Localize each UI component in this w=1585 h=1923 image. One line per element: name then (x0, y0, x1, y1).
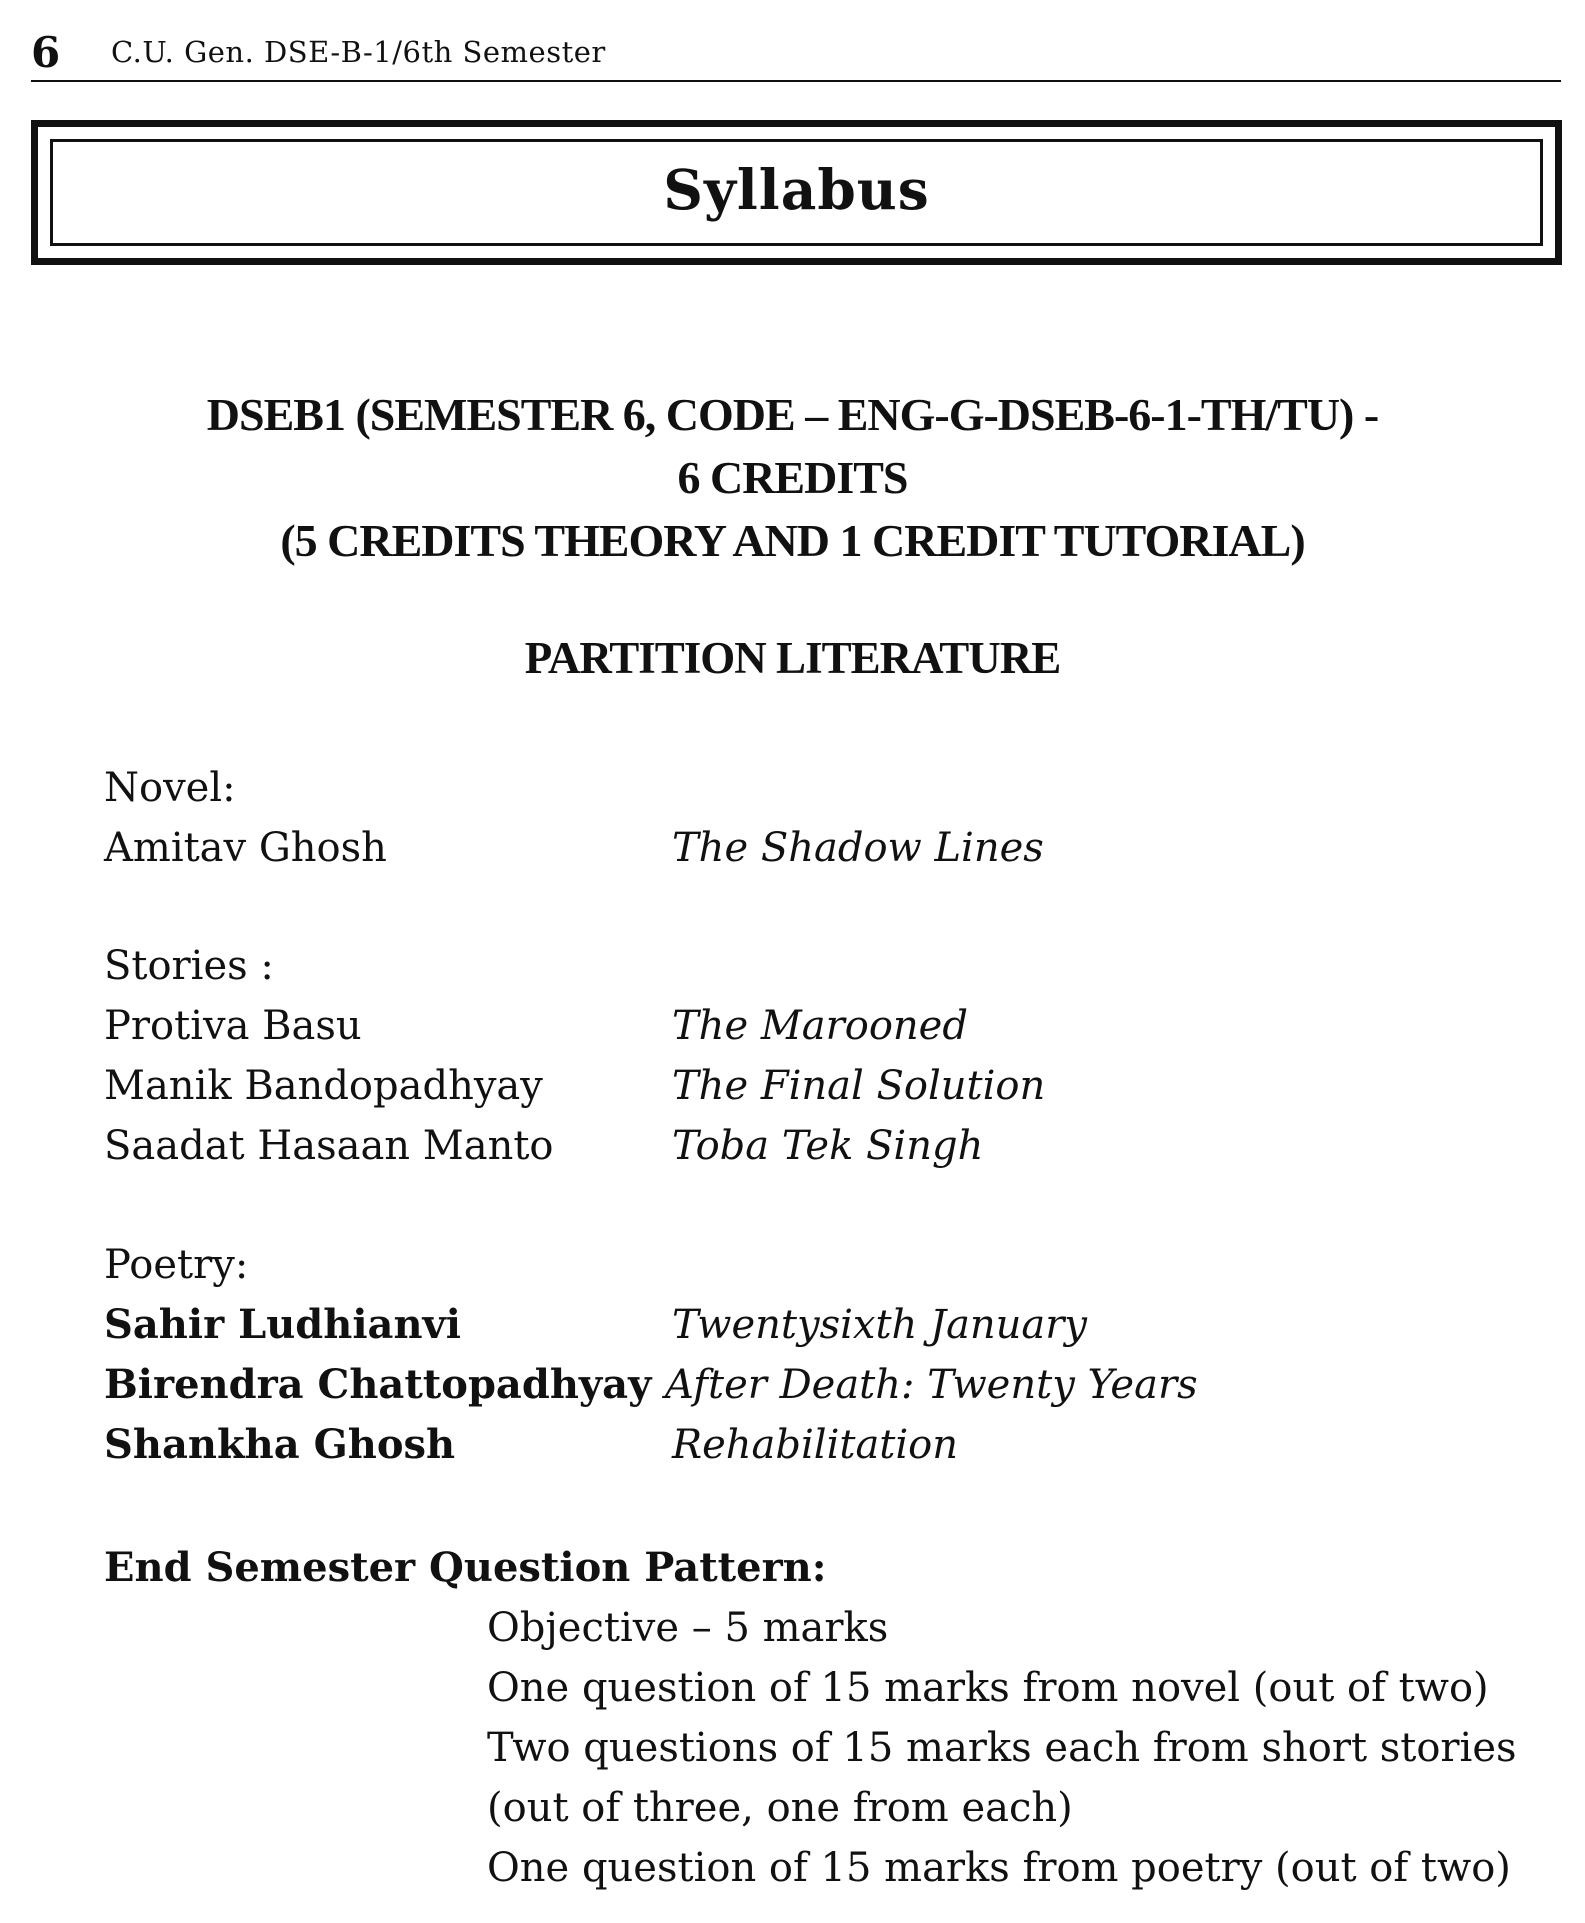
work-title: Twentysixth January (672, 1302, 1087, 1348)
author-name: Manik Bandopadhyay (104, 1063, 543, 1109)
stories-heading: Stories : (104, 943, 274, 989)
reading-entry (104, 1415, 1504, 1475)
work-title: After Death: Twenty Years (665, 1362, 1198, 1408)
poetry-heading: Poetry: (104, 1242, 249, 1288)
list-item: Two questions of 15 marks each from short stories (487, 1725, 1517, 1771)
reading-entry (104, 1056, 1504, 1116)
novel-section (104, 758, 1504, 878)
section-title: PARTITION LITERATURE (524, 633, 1061, 683)
question-pattern-list (487, 1598, 1517, 1898)
title-frame (31, 120, 1562, 265)
author-name: Amitav Ghosh (104, 825, 387, 871)
work-title: The Marooned (672, 1003, 968, 1049)
page-number: 6 (31, 28, 61, 77)
reading-entry (104, 1116, 1504, 1176)
course-credit-split-line: (5 CREDITS THEORY AND 1 CREDIT TUTORIAL) (280, 515, 1305, 566)
work-title: Toba Tek Singh (672, 1123, 984, 1169)
reading-entry (104, 996, 1504, 1056)
page-title: Syllabus (663, 157, 930, 222)
course-credits-line: 6 CREDITS (677, 452, 908, 503)
poetry-section (104, 1235, 1504, 1475)
stories-section (104, 936, 1504, 1176)
list-item: One question of 15 marks from poetry (out of two) (487, 1845, 1511, 1891)
course-heading (0, 383, 1585, 572)
reading-entry (104, 1355, 1504, 1415)
novel-heading: Novel: (104, 765, 236, 811)
question-pattern-heading: End Semester Question Pattern: (104, 1544, 827, 1591)
work-title: The Final Solution (672, 1063, 1046, 1109)
author-name: Sahir Ludhianvi (104, 1301, 461, 1348)
author-name: Saadat Hasaan Manto (104, 1123, 554, 1169)
author-name: Shankha Ghosh (104, 1421, 456, 1468)
reading-entry (104, 1295, 1504, 1355)
author-name: Protiva Basu (104, 1003, 362, 1049)
work-title: Rehabilitation (672, 1422, 959, 1468)
reading-entry (104, 818, 1504, 878)
title-frame-inner (50, 139, 1543, 246)
work-title: The Shadow Lines (672, 825, 1044, 871)
list-item: Objective – 5 marks (487, 1605, 889, 1651)
page-header (31, 22, 1561, 82)
list-item: One question of 15 marks from novel (out of two) (487, 1665, 1489, 1711)
running-title: C.U. Gen. DSE-B-1/6th Semester (111, 35, 606, 69)
list-item: (out of three, one from each) (487, 1785, 1073, 1831)
course-code-line: DSEB1 (SEMESTER 6, CODE – ENG-G-DSEB-6-1-TH/TU) - (206, 389, 1379, 440)
author-name: Birendra Chattopadhyay (104, 1361, 652, 1408)
